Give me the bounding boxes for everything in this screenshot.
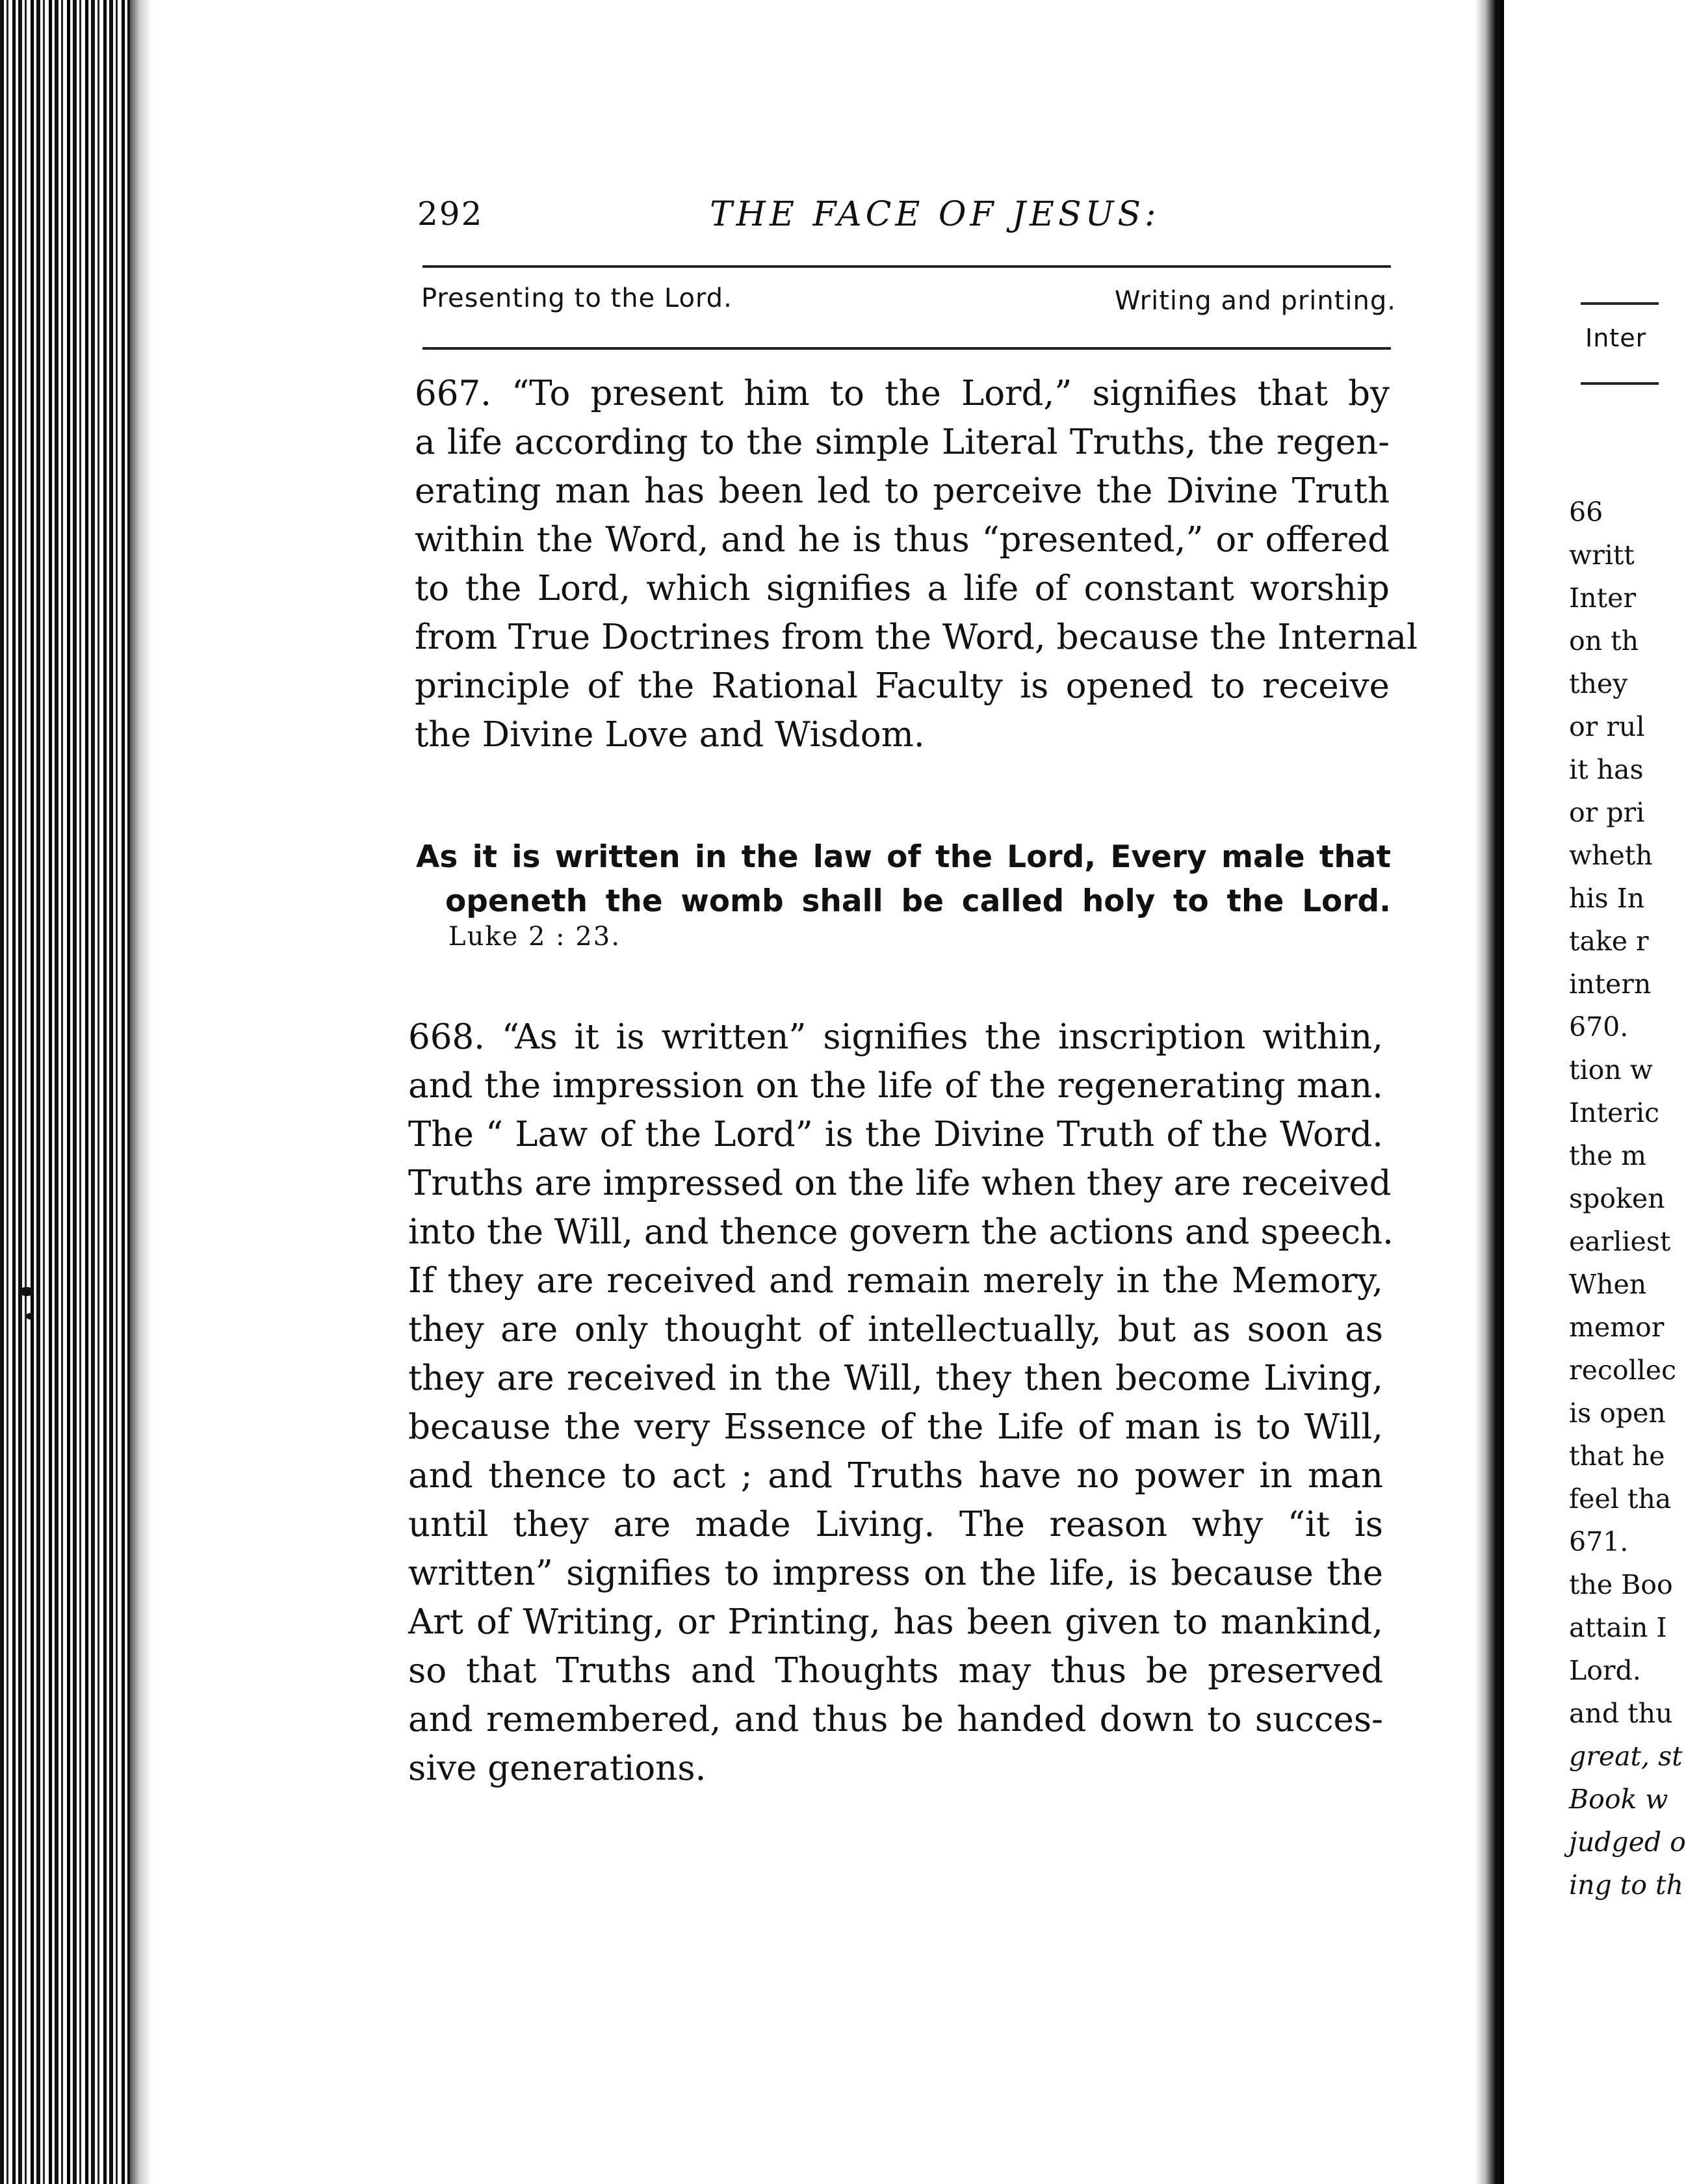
text-line: until they are made Living. The reason why “it is — [408, 1505, 1383, 1544]
facing-line: intern — [1569, 968, 1652, 1000]
section-subheads — [421, 283, 1396, 329]
text-line: principle of the Rational Faculty is opened to receive — [415, 666, 1390, 706]
facing-line: take r — [1569, 926, 1649, 957]
paragraph-667 — [415, 369, 1418, 759]
text-line: they are only thought of intellectually, but as soon as — [408, 1310, 1383, 1349]
facing-line: Inter — [1569, 582, 1636, 614]
facing-line: they — [1569, 668, 1628, 699]
dust-speck — [26, 1313, 34, 1320]
facing-line: the Boo — [1569, 1569, 1673, 1600]
facing-line: judged o — [1569, 1826, 1686, 1858]
facing-line: that he — [1569, 1440, 1665, 1472]
facing-line: Interic — [1569, 1097, 1660, 1128]
facing-line: attain I — [1569, 1612, 1667, 1643]
facing-line: wheth — [1569, 840, 1653, 871]
text-line: they are received in the Will, they then become Living, — [408, 1358, 1383, 1398]
facing-line: Lord. — [1569, 1655, 1641, 1686]
facing-line: or rul — [1569, 711, 1645, 742]
scripture-line: As it is written in the law of the Lord, Every male that — [416, 839, 1391, 875]
text-line: sive generations. — [408, 1748, 707, 1788]
running-title: THE FACE OF JESUS: — [710, 195, 1160, 234]
facing-text — [1569, 491, 1686, 1906]
facing-line: feel tha — [1569, 1483, 1672, 1514]
scripture-line: openeth the womb shall be called holy to the Lord. — [445, 883, 1391, 919]
text-line: Truths are impressed on the life when they are received — [408, 1164, 1392, 1203]
facing-line: When — [1569, 1269, 1647, 1300]
subhead-left: Presenting to the Lord. — [421, 283, 733, 313]
dust-speck — [19, 1287, 34, 1296]
scripture-quote — [416, 835, 1391, 924]
text-line: If they are received and remain merely in the Memory, — [408, 1261, 1383, 1301]
facing-subhead: Inter — [1585, 324, 1647, 352]
text-line: and remembered, and thus be handed down to succes- — [408, 1700, 1383, 1739]
facing-line: or pri — [1569, 797, 1645, 828]
facing-line: on th — [1569, 625, 1639, 656]
book-page-edges — [0, 0, 149, 2184]
facing-rule-bottom — [1581, 382, 1659, 385]
text-line: so that Truths and Thoughts may thus be preserved — [408, 1651, 1383, 1691]
facing-line: it has — [1569, 754, 1644, 785]
text-line: because the very Essence of the Life of man is to Will, — [408, 1407, 1383, 1447]
text-line: the Divine Love and Wisdom. — [415, 715, 925, 755]
facing-line: great, st — [1569, 1741, 1683, 1772]
text-line: from True Doctrines from the Word, because the Internal — [415, 618, 1418, 657]
facing-line: ing to th — [1569, 1869, 1683, 1901]
page-edge-shadow — [130, 0, 152, 2184]
book-gutter — [1475, 0, 1504, 2184]
facing-line: spoken — [1569, 1183, 1665, 1214]
facing-rule-top — [1581, 302, 1659, 305]
page-number: 292 — [417, 195, 484, 233]
text-line: The “ Law of the Lord” is the Divine Truth of the Word. — [408, 1115, 1383, 1154]
paragraph-668 — [408, 1013, 1394, 1793]
header-rule-bottom — [422, 347, 1391, 350]
header-rule-top — [422, 265, 1391, 268]
scripture-citation: Luke 2 : 23. — [448, 922, 621, 952]
text-line: 667. “To present him to the Lord,” signifies that by — [415, 374, 1390, 413]
facing-line: Book w — [1569, 1784, 1668, 1815]
facing-line: memor — [1569, 1312, 1665, 1343]
facing-line: writt — [1569, 540, 1635, 571]
facing-line: is open — [1569, 1398, 1666, 1429]
text-line: into the Will, and thence govern the actions and speech. — [408, 1212, 1394, 1252]
facing-page — [1504, 0, 1686, 2184]
facing-line: tion w — [1569, 1054, 1653, 1086]
text-line: to the Lord, which signifies a life of constant worship — [415, 569, 1390, 608]
text-line: a life according to the simple Literal Truths, the regen- — [415, 422, 1390, 462]
text-line: erating man has been led to perceive the Divine Truth — [415, 471, 1390, 511]
text-line: written” signifies to impress on the life, is because the — [408, 1554, 1383, 1593]
facing-line: 66 — [1569, 497, 1603, 528]
facing-line: recollec — [1569, 1355, 1676, 1386]
facing-line: 671. — [1569, 1526, 1629, 1557]
page-header — [417, 195, 1392, 247]
facing-line: and thu — [1569, 1698, 1673, 1729]
text-line: within the Word, and he is thus “presented,” or offered — [415, 520, 1390, 560]
facing-line: his In — [1569, 883, 1645, 914]
text-line: Art of Writing, or Printing, has been given to mankind, — [408, 1602, 1383, 1642]
facing-line: the m — [1569, 1140, 1647, 1171]
text-line: and the impression on the life of the regenerating man. — [408, 1066, 1383, 1106]
text-line: and thence to act ; and Truths have no power in man — [408, 1456, 1383, 1496]
facing-line: earliest — [1569, 1226, 1671, 1257]
text-line: 668. “As it is written” signifies the inscription within, — [408, 1017, 1383, 1057]
subhead-right: Writing and printing. — [1114, 286, 1396, 316]
facing-line: 670. — [1569, 1011, 1629, 1043]
